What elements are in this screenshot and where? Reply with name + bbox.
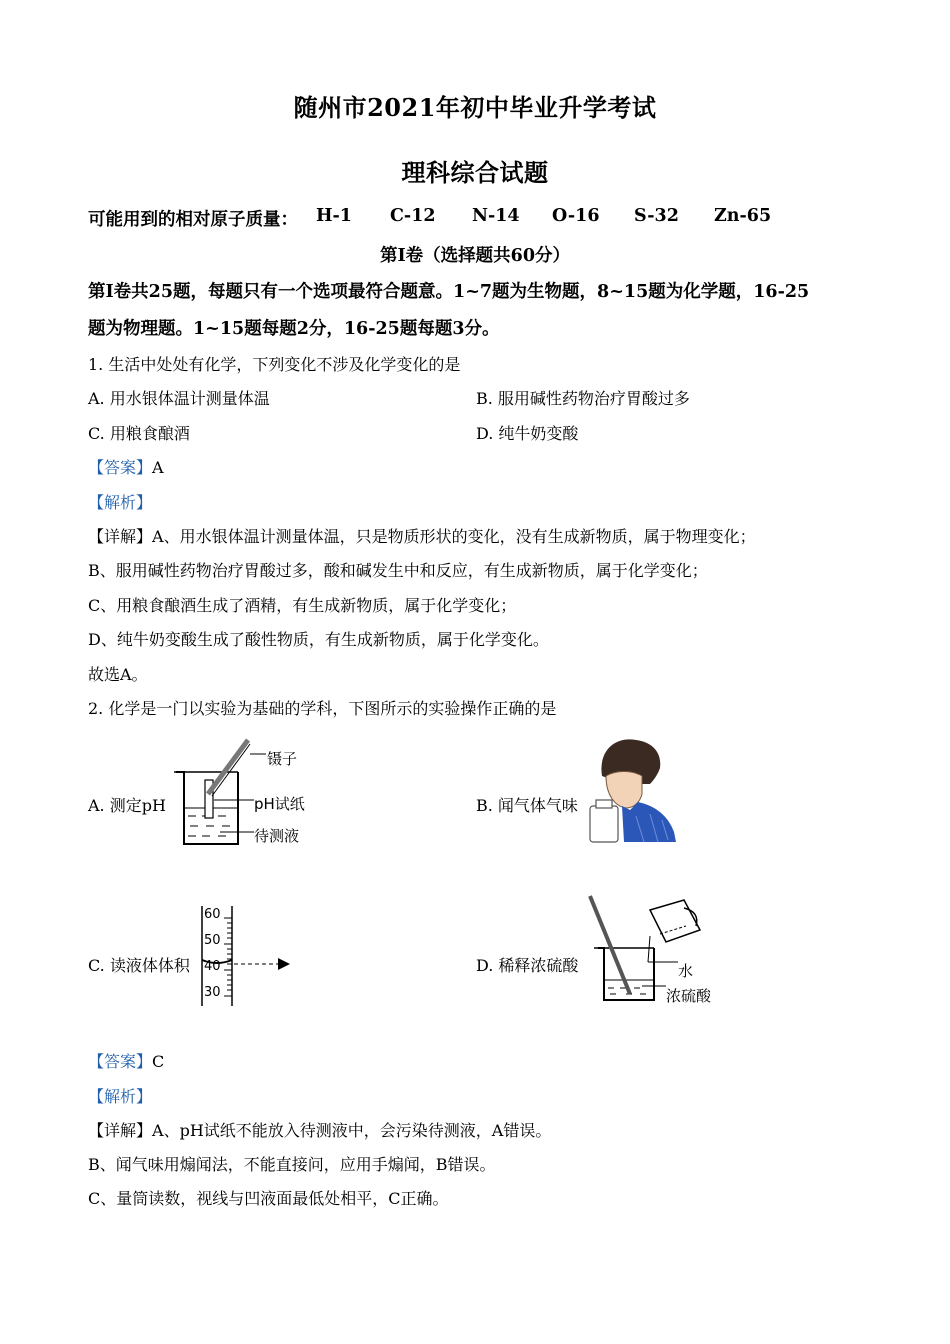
q2-answer	[88, 1049, 164, 1072]
answer-tag: 【答案】	[88, 458, 153, 477]
q2-detail-line	[88, 1118, 551, 1141]
answer-value: A	[152, 458, 164, 477]
exam-title: 随州市2021年初中毕业升学考试	[293, 93, 657, 122]
sulfuric-acid-label: 浓硫酸	[666, 987, 712, 1005]
q2-option-b: B. 闻气体气味	[476, 796, 578, 815]
section-intro-line2: 题为物理题。1~15题每题2分，16-25题每题3分。	[88, 319, 500, 339]
exam-subtitle: 理科综合试题	[401, 158, 549, 187]
q1-option-b: B. 服用碱性药物治疗胃酸过多	[476, 389, 690, 408]
atomic-mass-label: 可能用到的相对原子质量：	[88, 210, 298, 230]
detail-text: A、用水银体温计测量体温，只是物质形状的变化，没有生成新物质，属于物理变化；	[152, 527, 756, 546]
tick-label: 60	[204, 907, 221, 922]
q1-option-d: D. 纯牛奶变酸	[476, 424, 579, 443]
q1-detail-line: B、服用碱性药物治疗胃酸过多，酸和碱发生中和反应，有生成新物质，属于化学变化；	[88, 561, 708, 580]
answer-value: C	[152, 1052, 165, 1071]
mass-item: C-12	[390, 206, 436, 226]
detail-text: A、pH试纸不能放入待测液中，会污染待测液，A错误。	[152, 1121, 552, 1140]
q1-conclusion: 故选A。	[88, 665, 148, 684]
q2-detail-line: B、闻气味用煽闻法，不能直接问，应用手煽闻，B错误。	[88, 1155, 496, 1174]
q2-detail-line: C、量筒读数，视线与凹液面最低处相平，C正确。	[88, 1189, 449, 1208]
q2-option-d: D. 稀释浓硫酸	[476, 956, 579, 975]
q1-detail-line	[88, 524, 756, 547]
detail-tag: 【详解】	[88, 1121, 153, 1140]
q2-analysis-tag: 【解析】	[88, 1087, 153, 1106]
q1-detail-line: C、用粮食酿酒生成了酒精，有生成新物质，属于化学变化；	[88, 596, 517, 615]
q2-stem: 2. 化学是一门以实验为基础的学科，下图所示的实验操作正确的是	[88, 699, 557, 718]
mass-item: H-1	[316, 206, 352, 226]
q1-answer	[88, 455, 164, 478]
test-liquid-label: 待测液	[254, 827, 300, 845]
section-heading: 第Ⅰ卷（选择题共60分）	[379, 246, 571, 266]
ph-paper-label: pH试纸	[254, 795, 305, 813]
tick-label: 40	[204, 959, 221, 974]
mass-item: S-32	[634, 206, 679, 226]
q2-option-c: C. 读液体体积	[88, 956, 190, 975]
detail-tag: 【详解】	[88, 527, 153, 546]
mass-item: O-16	[552, 206, 600, 226]
smelling-figure	[584, 736, 680, 846]
mass-item: Zn-65	[714, 206, 772, 226]
q1-option-c: C. 用粮食酿酒	[88, 424, 190, 443]
tweezers-label: 镊子	[267, 750, 298, 768]
tick-label: 50	[204, 933, 221, 948]
answer-tag: 【答案】	[88, 1052, 153, 1071]
q1-option-a: A. 用水银体温计测量体温	[88, 389, 270, 408]
q1-detail-line: D、纯牛奶变酸生成了酸性物质，有生成新物质，属于化学变化。	[88, 630, 549, 649]
mass-item: N-14	[472, 206, 520, 226]
tick-label: 30	[204, 985, 221, 1000]
q2-option-a: A. 测定pH	[88, 796, 166, 815]
q1-analysis-tag: 【解析】	[88, 493, 153, 512]
water-label: 水	[678, 962, 694, 980]
section-intro-line1: 第Ⅰ卷共25题，每题只有一个选项最符合题意。1~7题为生物题，8~15题为化学题，16-25	[88, 282, 810, 302]
q1-stem: 1. 生活中处处有化学，下列变化不涉及化学变化的是	[88, 355, 461, 374]
